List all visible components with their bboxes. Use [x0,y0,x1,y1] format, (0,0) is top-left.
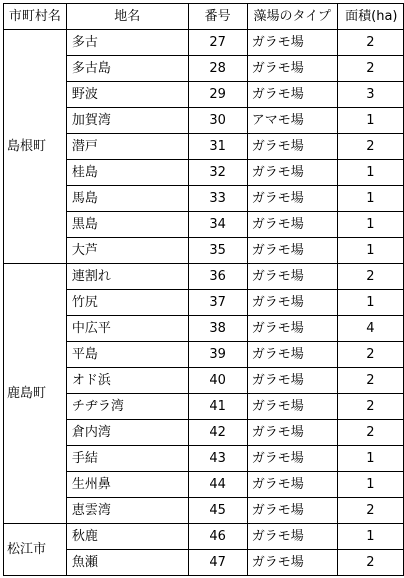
bed-type-cell: ガラモ場 [247,30,337,56]
municipality-cell: 島根町 [4,30,67,264]
number-cell: 45 [188,498,247,524]
number-cell: 29 [188,82,247,108]
number-cell: 42 [188,420,247,446]
bed-type-cell: ガラモ場 [247,524,337,550]
place-cell: 連割れ [66,264,188,290]
number-cell: 39 [188,342,247,368]
number-cell: 47 [188,550,247,576]
header-municipality: 市町村名 [4,4,67,30]
place-cell: 多古 [66,30,188,56]
place-cell: チヂラ湾 [66,394,188,420]
bed-type-cell: ガラモ場 [247,394,337,420]
table-row [4,30,404,56]
area-cell: 2 [337,550,403,576]
bed-type-cell: ガラモ場 [247,160,337,186]
area-cell: 1 [337,108,403,134]
number-cell: 27 [188,30,247,56]
bed-type-cell: ガラモ場 [247,212,337,238]
number-cell: 44 [188,472,247,498]
number-cell: 34 [188,212,247,238]
number-cell: 36 [188,264,247,290]
area-cell: 3 [337,82,403,108]
place-cell: 秋鹿 [66,524,188,550]
bed-type-cell: ガラモ場 [247,82,337,108]
place-cell: 野波 [66,82,188,108]
place-cell: 手結 [66,446,188,472]
bed-type-cell: ガラモ場 [247,186,337,212]
area-cell: 2 [337,368,403,394]
table-header [4,4,404,30]
table-row [4,524,404,550]
area-cell: 1 [337,446,403,472]
area-cell: 1 [337,160,403,186]
bed-type-cell: ガラモ場 [247,498,337,524]
municipality-cell: 松江市 [4,524,67,576]
area-cell: 1 [337,524,403,550]
number-cell: 37 [188,290,247,316]
bed-type-cell: ガラモ場 [247,134,337,160]
bed-type-cell: ガラモ場 [247,264,337,290]
area-cell: 2 [337,134,403,160]
table-body [4,30,404,576]
header-place: 地名 [66,4,188,30]
header-area: 面積(ha) [337,4,403,30]
header-bed-type: 藻場のタイプ [247,4,337,30]
number-cell: 31 [188,134,247,160]
number-cell: 46 [188,524,247,550]
bed-type-cell: ガラモ場 [247,316,337,342]
number-cell: 41 [188,394,247,420]
area-cell: 1 [337,212,403,238]
place-cell: 桂島 [66,160,188,186]
number-cell: 28 [188,56,247,82]
place-cell: 中広平 [66,316,188,342]
area-cell: 2 [337,394,403,420]
bed-type-cell: ガラモ場 [247,368,337,394]
bed-type-cell: ガラモ場 [247,342,337,368]
bed-type-cell: ガラモ場 [247,290,337,316]
seaweed-bed-table [3,3,404,576]
place-cell: 潜戸 [66,134,188,160]
header-row [4,4,404,30]
place-cell: 恵雲湾 [66,498,188,524]
area-cell: 2 [337,264,403,290]
number-cell: 40 [188,368,247,394]
area-cell: 2 [337,342,403,368]
bed-type-cell: ガラモ場 [247,420,337,446]
area-cell: 4 [337,316,403,342]
number-cell: 32 [188,160,247,186]
area-cell: 1 [337,186,403,212]
bed-type-cell: ガラモ場 [247,56,337,82]
number-cell: 43 [188,446,247,472]
place-cell: 平島 [66,342,188,368]
municipality-cell: 鹿島町 [4,264,67,524]
area-cell: 2 [337,30,403,56]
bed-type-cell: ガラモ場 [247,472,337,498]
area-cell: 1 [337,472,403,498]
place-cell: 多古島 [66,56,188,82]
area-cell: 1 [337,238,403,264]
place-cell: 魚瀬 [66,550,188,576]
bed-type-cell: ガラモ場 [247,550,337,576]
place-cell: 黒島 [66,212,188,238]
number-cell: 30 [188,108,247,134]
place-cell: 生州鼻 [66,472,188,498]
table-row [4,264,404,290]
number-cell: 33 [188,186,247,212]
number-cell: 35 [188,238,247,264]
place-cell: 加賀湾 [66,108,188,134]
place-cell: 竹尻 [66,290,188,316]
area-cell: 2 [337,498,403,524]
area-cell: 1 [337,290,403,316]
bed-type-cell: アマモ場 [247,108,337,134]
place-cell: 大芦 [66,238,188,264]
place-cell: 馬島 [66,186,188,212]
number-cell: 38 [188,316,247,342]
bed-type-cell: ガラモ場 [247,446,337,472]
area-cell: 2 [337,420,403,446]
place-cell: 倉内湾 [66,420,188,446]
area-cell: 2 [337,56,403,82]
bed-type-cell: ガラモ場 [247,238,337,264]
header-number: 番号 [188,4,247,30]
place-cell: オド浜 [66,368,188,394]
